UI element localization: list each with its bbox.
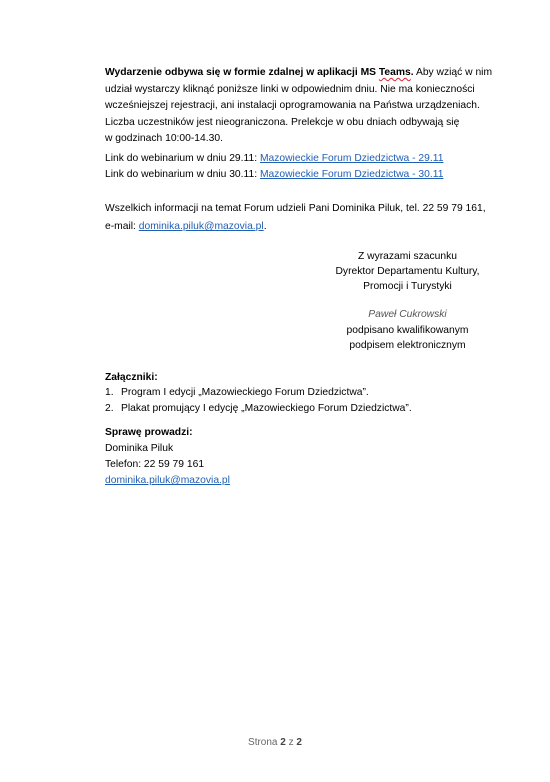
contact-paragraph [105, 200, 485, 236]
intro-line-1 [105, 65, 493, 82]
intro-paragraph [105, 65, 493, 148]
attachment-item [105, 401, 485, 417]
signature-title-2: Promocji i Turystyki [363, 281, 452, 292]
intro-bold [105, 67, 414, 78]
intro-line-3: wcześniejszej rejestracji, ani instalacji oprogramowania na Państwa urządzeniach. [105, 100, 480, 111]
intro-bold-dot: . [410, 67, 414, 78]
attachment-number: 1. [105, 387, 114, 398]
webinar-link-29[interactable]: Mazowieckie Forum Dziedzictwa - 29.11 [259, 153, 444, 164]
signature-greeting: Z wyrazami szacunku [358, 251, 457, 262]
intro-bold-teams: Teams [378, 67, 411, 78]
webinar-link-prefix: Link do webinarium w dniu 30.11: [105, 168, 260, 180]
intro-line-4: Liczba uczestników jest nieograniczona. Prelekcje w obu dniach odbywają się [105, 116, 460, 128]
attachments-heading: Załączniki: [105, 372, 158, 383]
webinar-link-row [105, 151, 485, 167]
footer-label: Strona [248, 737, 281, 748]
handler-section [105, 425, 485, 489]
intro-line-5: w godzinach 10:00-14.30. [105, 133, 223, 144]
contact-email-prefix: e-mail: [105, 221, 139, 232]
handler-phone: Telefon: 22 59 79 161 [105, 459, 205, 470]
attachment-text: Plakat promujący I edycję „Mazowieckiego Forum Dziedzictwa”. [121, 402, 412, 414]
signature-signed [310, 323, 505, 353]
handler-name: Dominika Piluk [105, 442, 174, 454]
signature-block [310, 249, 505, 294]
footer-of: z [285, 737, 297, 748]
signature-name: Paweł Cukrowski [368, 309, 447, 320]
intro-line-2: udział wystarczy kliknąć poniższe linki w odpowiednim dniu. Nie ma konieczności [105, 83, 475, 95]
contact-email-suffix: . [263, 221, 267, 232]
footer-current-page: 2 [280, 737, 286, 748]
attachment-item [105, 385, 485, 401]
signature-signed-2: podpisem elektronicznym [349, 340, 466, 351]
webinar-links [105, 151, 485, 182]
contact-email-link[interactable]: dominika.piluk@mazovia.pl [138, 221, 264, 232]
webinar-link-row [105, 167, 485, 183]
webinar-link-prefix: Link do webinarium w dniu 29.11: [105, 153, 260, 164]
attachments-section [105, 370, 485, 416]
footer-total-pages: 2 [296, 737, 302, 748]
intro-bold-text: Wydarzenie odbywa się w formie zdalnej w aplikacji MS [105, 67, 379, 78]
webinar-link-30[interactable]: Mazowieckie Forum Dziedzictwa - 30.11 [259, 168, 444, 180]
handler-heading: Sprawę prowadzi: [105, 427, 193, 438]
contact-line-1: Wszelkich informacji na temat Forum udzieli Pani Dominika Piluk, tel. 22 59 79 161, [105, 203, 486, 214]
attachments-list [105, 385, 485, 416]
signature-signed-1: podpisano kwalifikowanym [346, 325, 469, 336]
attachment-text: Program I edycji „Mazowieckiego Forum Dziedzictwa”. [121, 387, 369, 398]
signature-title-1: Dyrektor Departamentu Kultury, [335, 266, 480, 277]
handler-email-link[interactable]: dominika.piluk@mazovia.pl [105, 475, 230, 486]
page-footer [0, 737, 550, 748]
contact-line-2 [105, 218, 485, 236]
intro-rest: Aby wziąć w nim [413, 67, 493, 78]
attachment-number: 2. [105, 402, 114, 414]
